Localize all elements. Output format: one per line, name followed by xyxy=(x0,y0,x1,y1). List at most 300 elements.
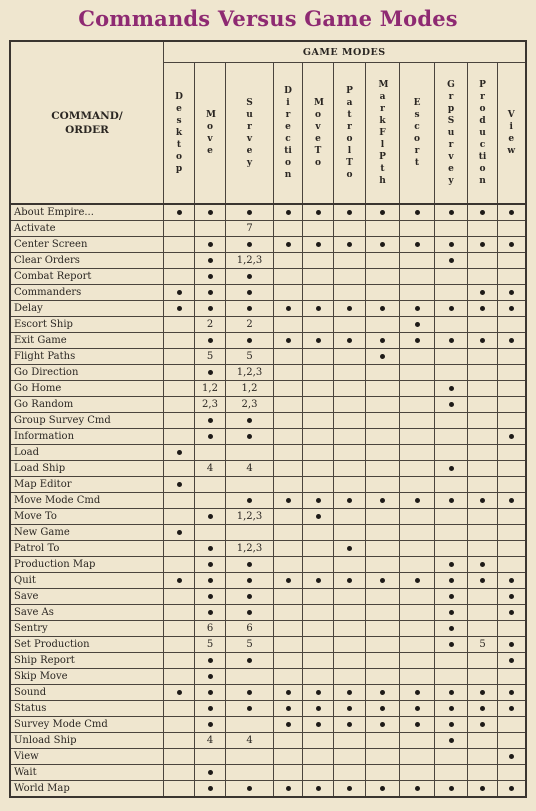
table-cell xyxy=(498,749,526,765)
table-cell xyxy=(195,477,226,493)
command-label: Map Editor xyxy=(10,477,164,493)
mode-label: Survey xyxy=(246,98,253,168)
table-cell xyxy=(303,237,334,253)
table-row xyxy=(10,221,526,237)
table-cell xyxy=(334,701,366,717)
table-cell xyxy=(303,221,334,237)
table-cell xyxy=(400,605,435,621)
bullet-mark xyxy=(247,306,252,311)
bullet-mark xyxy=(449,386,454,391)
bullet-mark xyxy=(480,498,485,503)
table-row xyxy=(10,445,526,461)
bullet-mark xyxy=(208,514,213,519)
bullet-mark xyxy=(286,786,291,791)
table-cell xyxy=(366,589,400,605)
table-cell xyxy=(274,525,303,541)
table-cell xyxy=(435,685,468,701)
table-cell xyxy=(435,269,468,285)
table-cell xyxy=(366,301,400,317)
table-cell: 6 xyxy=(195,621,226,637)
table-cell xyxy=(498,701,526,717)
bullet-mark xyxy=(449,690,454,695)
bullet-mark xyxy=(177,578,182,583)
command-label: Patrol To xyxy=(10,541,164,557)
table-cell xyxy=(195,685,226,701)
table-cell xyxy=(468,493,498,509)
table-row xyxy=(10,541,526,557)
table-cell xyxy=(226,429,274,445)
bullet-mark xyxy=(380,706,385,711)
table-cell xyxy=(468,509,498,525)
table-cell xyxy=(303,285,334,301)
table-cell xyxy=(468,429,498,445)
table-cell xyxy=(468,669,498,685)
table-cell xyxy=(195,204,226,221)
table-cell xyxy=(435,493,468,509)
table-cell xyxy=(334,493,366,509)
table-cell xyxy=(468,349,498,365)
table-cell xyxy=(226,605,274,621)
bullet-mark xyxy=(286,722,291,727)
table-cell xyxy=(274,397,303,413)
table-row xyxy=(10,237,526,253)
commands-modes-table xyxy=(9,40,527,798)
table-cell: 6 xyxy=(226,621,274,637)
table-cell xyxy=(274,781,303,798)
bullet-mark xyxy=(208,594,213,599)
command-label: Sentry xyxy=(10,621,164,637)
bullet-mark xyxy=(415,578,420,583)
table-cell xyxy=(195,765,226,781)
table-cell xyxy=(334,253,366,269)
table-cell xyxy=(164,557,195,573)
table-row xyxy=(10,605,526,621)
table-cell xyxy=(400,765,435,781)
table-cell xyxy=(274,717,303,733)
table-cell xyxy=(195,605,226,621)
bullet-mark xyxy=(247,562,252,567)
command-label: Commanders xyxy=(10,285,164,301)
table-cell xyxy=(468,589,498,605)
bullet-mark xyxy=(449,258,454,263)
table-cell xyxy=(274,589,303,605)
table-cell xyxy=(164,717,195,733)
table-cell xyxy=(498,349,526,365)
table-row xyxy=(10,781,526,798)
bullet-mark xyxy=(347,210,352,215)
table-cell xyxy=(274,204,303,221)
table-cell xyxy=(366,685,400,701)
bullet-mark xyxy=(509,706,514,711)
table-cell xyxy=(366,733,400,749)
table-cell xyxy=(195,589,226,605)
command-label: Go Direction xyxy=(10,365,164,381)
table-cell: 1,2,3 xyxy=(226,253,274,269)
table-cell xyxy=(195,301,226,317)
command-column-header: COMMAND/ ORDER xyxy=(10,41,164,204)
table-cell xyxy=(164,701,195,717)
bullet-mark xyxy=(480,562,485,567)
table-cell xyxy=(468,717,498,733)
table-cell xyxy=(435,285,468,301)
bullet-mark xyxy=(449,210,454,215)
mode-header-6 xyxy=(366,63,400,205)
table-cell xyxy=(435,637,468,653)
table-cell xyxy=(400,365,435,381)
table-cell xyxy=(498,733,526,749)
table-cell xyxy=(400,589,435,605)
bullet-mark xyxy=(380,722,385,727)
table-cell xyxy=(195,493,226,509)
table-cell xyxy=(366,541,400,557)
table-cell xyxy=(195,269,226,285)
table-cell xyxy=(366,509,400,525)
table-cell xyxy=(274,653,303,669)
mode-header-8 xyxy=(435,63,468,205)
table-cell: 5 xyxy=(226,349,274,365)
table-cell xyxy=(164,301,195,317)
bullet-mark xyxy=(380,210,385,215)
table-cell: 1,2,3 xyxy=(226,509,274,525)
table-cell xyxy=(468,541,498,557)
table-cell xyxy=(498,317,526,333)
table-cell xyxy=(334,557,366,573)
table-cell xyxy=(334,445,366,461)
table-cell xyxy=(366,365,400,381)
table-cell xyxy=(274,317,303,333)
command-label: Sound xyxy=(10,685,164,701)
table-row xyxy=(10,301,526,317)
table-cell xyxy=(334,685,366,701)
table-cell xyxy=(226,477,274,493)
bullet-mark xyxy=(480,338,485,343)
bullet-mark xyxy=(247,658,252,663)
command-label: Load xyxy=(10,445,164,461)
bullet-mark xyxy=(247,210,252,215)
table-row xyxy=(10,557,526,573)
bullet-mark xyxy=(208,786,213,791)
table-cell xyxy=(274,509,303,525)
bullet-mark xyxy=(316,338,321,343)
table-cell xyxy=(303,717,334,733)
table-cell xyxy=(274,237,303,253)
bullet-mark xyxy=(480,290,485,295)
table-cell xyxy=(195,237,226,253)
bullet-mark xyxy=(247,338,252,343)
bullet-mark xyxy=(509,242,514,247)
table-cell: 7 xyxy=(226,221,274,237)
bullet-mark xyxy=(208,722,213,727)
table-row xyxy=(10,525,526,541)
bullet-mark xyxy=(208,658,213,663)
table-cell xyxy=(498,253,526,269)
table-cell xyxy=(303,685,334,701)
table-cell xyxy=(226,269,274,285)
table-cell xyxy=(498,429,526,445)
mode-header-5 xyxy=(334,63,366,205)
table-cell xyxy=(274,333,303,349)
table-cell xyxy=(468,301,498,317)
table-cell xyxy=(164,381,195,397)
table-cell xyxy=(435,237,468,253)
table-row xyxy=(10,589,526,605)
bullet-mark xyxy=(509,786,514,791)
command-label: World Map xyxy=(10,781,164,798)
table-cell xyxy=(303,204,334,221)
bullet-mark xyxy=(177,530,182,535)
table-cell xyxy=(334,509,366,525)
bullet-mark xyxy=(415,306,420,311)
bullet-mark xyxy=(208,674,213,679)
table-cell xyxy=(498,541,526,557)
table-cell xyxy=(303,573,334,589)
table-cell xyxy=(366,717,400,733)
table-cell xyxy=(274,461,303,477)
table-cell xyxy=(274,541,303,557)
table-cell xyxy=(468,237,498,253)
table-cell xyxy=(334,397,366,413)
table-cell: 1,2 xyxy=(226,381,274,397)
table-cell xyxy=(226,701,274,717)
command-label: Information xyxy=(10,429,164,445)
table-cell xyxy=(366,317,400,333)
bullet-mark xyxy=(316,722,321,727)
table-cell xyxy=(164,413,195,429)
table-cell xyxy=(435,653,468,669)
table-cell xyxy=(435,413,468,429)
table-cell xyxy=(164,781,195,798)
table-cell xyxy=(164,429,195,445)
table-cell xyxy=(164,749,195,765)
bullet-mark xyxy=(177,450,182,455)
table-cell xyxy=(226,717,274,733)
table-cell xyxy=(274,429,303,445)
table-cell xyxy=(195,701,226,717)
table-cell xyxy=(400,221,435,237)
table-cell xyxy=(366,637,400,653)
table-cell xyxy=(303,605,334,621)
bullet-mark xyxy=(286,306,291,311)
table-cell xyxy=(366,525,400,541)
table-cell xyxy=(274,605,303,621)
table-cell xyxy=(498,301,526,317)
bullet-mark xyxy=(286,242,291,247)
table-cell xyxy=(435,445,468,461)
bullet-mark xyxy=(208,434,213,439)
table-cell xyxy=(400,669,435,685)
table-row xyxy=(10,365,526,381)
table-cell xyxy=(164,269,195,285)
table-cell xyxy=(366,621,400,637)
table-cell xyxy=(274,493,303,509)
table-cell xyxy=(435,749,468,765)
command-label: Ship Report xyxy=(10,653,164,669)
table-cell xyxy=(498,365,526,381)
table-cell xyxy=(400,349,435,365)
table-cell xyxy=(468,269,498,285)
table-cell xyxy=(366,285,400,301)
table-cell xyxy=(195,509,226,525)
table-cell xyxy=(435,317,468,333)
bullet-mark xyxy=(316,306,321,311)
table-cell xyxy=(366,445,400,461)
table-cell xyxy=(334,669,366,685)
bullet-mark xyxy=(286,706,291,711)
bullet-mark xyxy=(347,722,352,727)
table-cell xyxy=(498,381,526,397)
bullet-mark xyxy=(480,242,485,247)
table-cell xyxy=(468,397,498,413)
table-cell xyxy=(435,477,468,493)
table-cell xyxy=(468,204,498,221)
table-cell xyxy=(274,253,303,269)
table-row xyxy=(10,253,526,269)
table-cell xyxy=(498,653,526,669)
table-row xyxy=(10,573,526,589)
table-cell xyxy=(498,285,526,301)
bullet-mark xyxy=(449,402,454,407)
table-cell xyxy=(164,477,195,493)
bullet-mark xyxy=(247,418,252,423)
table-row xyxy=(10,349,526,365)
table-cell xyxy=(303,381,334,397)
table-cell xyxy=(303,253,334,269)
table-row xyxy=(10,493,526,509)
table-cell xyxy=(164,317,195,333)
command-label: Flight Paths xyxy=(10,349,164,365)
table-cell xyxy=(195,717,226,733)
table-cell xyxy=(164,285,195,301)
table-cell xyxy=(366,253,400,269)
table-cell xyxy=(303,781,334,798)
table-cell xyxy=(366,749,400,765)
table-cell xyxy=(400,381,435,397)
bullet-mark xyxy=(316,498,321,503)
table-cell xyxy=(334,589,366,605)
table-cell xyxy=(226,445,274,461)
table-cell xyxy=(334,269,366,285)
table-cell: 5 xyxy=(195,349,226,365)
table-cell xyxy=(366,477,400,493)
table-cell xyxy=(468,525,498,541)
bullet-mark xyxy=(247,610,252,615)
table-cell xyxy=(366,333,400,349)
table-cell xyxy=(400,317,435,333)
mode-label: View xyxy=(507,110,516,156)
table-cell xyxy=(498,717,526,733)
table-cell xyxy=(400,525,435,541)
table-cell xyxy=(303,269,334,285)
table-cell xyxy=(195,333,226,349)
table-cell xyxy=(400,701,435,717)
bullet-mark xyxy=(208,706,213,711)
table-cell xyxy=(303,445,334,461)
table-cell xyxy=(274,765,303,781)
table-cell: 5 xyxy=(226,637,274,653)
bullet-mark xyxy=(449,706,454,711)
table-cell xyxy=(274,269,303,285)
bullet-mark xyxy=(449,786,454,791)
table-cell xyxy=(400,733,435,749)
bullet-mark xyxy=(449,578,454,583)
table-cell xyxy=(303,413,334,429)
table-cell xyxy=(195,781,226,798)
bullet-mark xyxy=(247,706,252,711)
mode-header-0 xyxy=(164,63,195,205)
table-cell xyxy=(226,573,274,589)
table-cell xyxy=(498,669,526,685)
table-cell xyxy=(468,605,498,621)
table-cell xyxy=(303,557,334,573)
command-label: Survey Mode Cmd xyxy=(10,717,164,733)
table-cell xyxy=(435,781,468,798)
bullet-mark xyxy=(415,786,420,791)
table-cell xyxy=(435,397,468,413)
table-cell xyxy=(400,461,435,477)
table-cell xyxy=(435,509,468,525)
bullet-mark xyxy=(380,242,385,247)
table-cell xyxy=(498,637,526,653)
bullet-mark xyxy=(480,706,485,711)
table-cell: 5 xyxy=(468,637,498,653)
bullet-mark xyxy=(509,498,514,503)
bullet-mark xyxy=(286,498,291,503)
mode-header-4 xyxy=(303,63,334,205)
table-cell xyxy=(400,413,435,429)
table-cell xyxy=(334,285,366,301)
table-cell xyxy=(400,557,435,573)
bullet-mark xyxy=(347,242,352,247)
bullet-mark xyxy=(316,210,321,215)
bullet-mark xyxy=(449,338,454,343)
mode-label: Mark FlPth xyxy=(378,80,389,186)
table-cell xyxy=(164,525,195,541)
page-title: Commands Versus Game Modes xyxy=(78,6,458,31)
table-row xyxy=(10,397,526,413)
table-cell xyxy=(334,429,366,445)
table-cell xyxy=(468,685,498,701)
table-cell xyxy=(195,557,226,573)
bullet-mark xyxy=(177,210,182,215)
command-label: Clear Orders xyxy=(10,253,164,269)
table-cell xyxy=(498,509,526,525)
table-cell xyxy=(303,365,334,381)
table-cell xyxy=(274,445,303,461)
mode-header-3 xyxy=(274,63,303,205)
table-cell xyxy=(164,349,195,365)
bullet-mark xyxy=(347,546,352,551)
table-cell: 4 xyxy=(195,461,226,477)
table-row xyxy=(10,317,526,333)
table-cell xyxy=(334,525,366,541)
table-cell xyxy=(274,733,303,749)
mode-label: Production xyxy=(478,80,487,186)
table-row xyxy=(10,701,526,717)
table-cell xyxy=(164,589,195,605)
table-cell xyxy=(435,573,468,589)
bullet-mark xyxy=(415,690,420,695)
bullet-mark xyxy=(286,210,291,215)
table-cell xyxy=(435,621,468,637)
command-label: Wait xyxy=(10,765,164,781)
table-cell: 2,3 xyxy=(195,397,226,413)
table-cell: 5 xyxy=(195,637,226,653)
bullet-mark xyxy=(509,690,514,695)
bullet-mark xyxy=(480,210,485,215)
table-cell xyxy=(334,221,366,237)
bullet-mark xyxy=(509,210,514,215)
table-cell xyxy=(164,221,195,237)
